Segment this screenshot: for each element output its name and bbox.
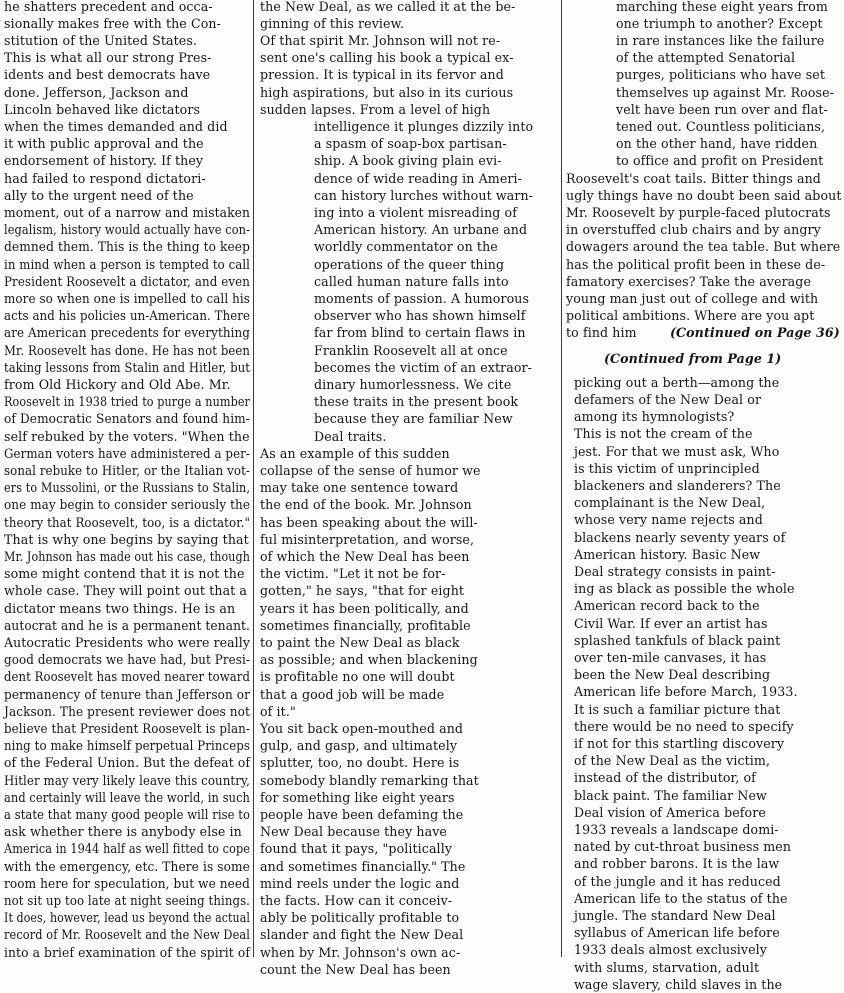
- text-line: self rebuked by the voters. "When the: [4, 428, 250, 444]
- text-line: with the emergency, etc. There is some: [4, 858, 250, 874]
- text-line: of which the New Deal has been: [260, 548, 470, 564]
- text-line: on the other hand, have ridden: [616, 136, 818, 152]
- text-line: ugly things have no doubt been said about: [566, 187, 842, 203]
- text-line: believe that President Roosevelt is plan-: [4, 720, 250, 736]
- text-line: Deal traits.: [314, 428, 387, 444]
- text-line: are American precedents for everything: [4, 325, 251, 341]
- text-line: from Old Hickory and Old Abe. Mr.: [4, 376, 231, 392]
- text-line: America in 1944 half as well fitted to cope: [4, 841, 250, 857]
- text-line: as possible; and when blackening: [260, 652, 478, 668]
- text-line: defamers of the New Deal or: [574, 391, 762, 407]
- text-line: far from blind to certain flaws in: [314, 325, 526, 341]
- text-line: is this victim of unprincipled: [574, 460, 760, 476]
- text-line: young man just out of college and with: [566, 290, 819, 306]
- text-line: splutter, too, no doubt. Here is: [260, 755, 460, 771]
- text-line: dictator means two things. He is an: [4, 600, 236, 616]
- text-line: idents and best democrats have: [4, 67, 211, 83]
- text-line: slander and fight the New Deal: [260, 927, 464, 943]
- text-line: the New Deal, as we called it at the be-: [260, 0, 516, 14]
- text-line: when by Mr. Johnson's own ac-: [260, 944, 461, 960]
- text-line: American record back to the: [574, 598, 760, 614]
- text-line: years it has been politically, and: [260, 600, 469, 616]
- text-line: American history. Basic New: [574, 546, 761, 562]
- text-line: It does, however, lead us beyond the actual: [4, 910, 250, 926]
- text-line: of it.": [260, 703, 296, 719]
- text-line: in rare instances like the failure: [616, 32, 825, 48]
- text-line: wage slavery, child slaves in the: [574, 976, 783, 992]
- text-line: ask whether there is anybody else in: [4, 824, 242, 840]
- text-line: dowagers around the tea table. But where: [566, 239, 841, 255]
- text-line: sonal rebuke to Hitler, or the Italian vot-: [4, 462, 251, 478]
- text-line: has been speaking about the will-: [260, 514, 478, 530]
- text-line: if not for this startling discovery: [574, 735, 785, 751]
- text-line: picking out a berth—among the: [574, 374, 780, 390]
- text-line: somebody blandly remarking that: [260, 772, 479, 788]
- text-line: to paint the New Deal as black: [260, 634, 460, 650]
- text-line: of the Federal Union. But the defeat of: [4, 755, 251, 771]
- text-line: dent Roosevelt has moved nearer toward: [4, 669, 250, 685]
- text-line: room here for speculation, but we need: [4, 875, 250, 891]
- text-line: people have been defaming the: [260, 806, 464, 822]
- text-line: whole case. They will point out that a: [4, 583, 248, 599]
- text-line: acts and his policies un-American. There: [4, 308, 250, 324]
- text-line: famatory exercises? Take the average: [566, 273, 812, 289]
- text-line: taking lessons from Stalin and Hitler, but: [4, 359, 251, 375]
- text-line: of the jungle and it has reduced: [574, 873, 781, 889]
- text-line: Of that spirit Mr. Johnson will not re-: [260, 32, 501, 48]
- text-line: New Deal because they have: [260, 824, 447, 840]
- text-line: dence of wide reading in Ameri-: [314, 170, 522, 186]
- text-line: can history lurches without warn-: [314, 187, 534, 203]
- text-line: worldly commentator on the: [314, 239, 498, 255]
- continued-from-note: (Continued from Page 1): [604, 350, 782, 366]
- text-line: 1933 reveals a landscape domi-: [574, 821, 779, 837]
- text-line: over ten-mile canvases, it has: [574, 649, 767, 665]
- text-line: ning to make himself perpetual Princeps: [4, 738, 250, 754]
- text-line: to find him: [566, 325, 637, 341]
- text-line: sionally makes free with the Con-: [4, 15, 221, 31]
- text-line: high aspirations, but also in its curious: [260, 84, 514, 100]
- text-line: of the attempted Senatorial: [616, 50, 796, 66]
- text-line: intelligence it plunges dizzily into: [314, 118, 534, 134]
- text-line: of the New Deal as the victim,: [574, 753, 771, 769]
- text-line: instead of the distributor, of: [574, 770, 756, 786]
- text-line: ers to Mussolini, or the Russians to Stalin,: [4, 480, 251, 496]
- text-line: Jackson. The present reviewer does not: [4, 703, 251, 719]
- text-line: good democrats we have had, but Presi-: [4, 652, 250, 668]
- text-line: ship. A book giving plain evi-: [314, 153, 502, 169]
- text-line: This is what all our strong Pres-: [4, 50, 212, 66]
- text-line: political ambitions. Where are you apt: [566, 308, 815, 324]
- text-line: tened out. Countless politicians,: [616, 118, 826, 134]
- text-line: and robber barons. It is the law: [574, 856, 780, 872]
- text-line: autocrat and he is a permanent tenant.: [4, 617, 250, 633]
- text-line: it with public approval and the: [4, 136, 204, 152]
- text-line: marching these eight years from: [616, 0, 828, 14]
- text-line: not sit up too late at night seeing things.: [4, 892, 251, 908]
- text-line: one may begin to consider seriously the: [4, 497, 251, 513]
- text-line: themselves up against Mr. Roose-: [616, 84, 835, 100]
- text-line: into a brief examination of the spirit of: [4, 944, 251, 960]
- text-line: a state that many good people will rise to: [4, 806, 251, 822]
- continued-on-note: (Continued on Page 36): [670, 325, 840, 341]
- text-line: is profitable no one will doubt: [260, 669, 455, 685]
- text-line: sent one's calling his book a typical ex-: [260, 50, 514, 66]
- text-line: moment, out of a narrow and mistaken: [4, 204, 250, 220]
- text-line: ally to the urgent need of the: [4, 187, 194, 203]
- text-line: Franklin Roosevelt all at once: [314, 342, 508, 358]
- text-line: Hitler may very likely leave this country,: [4, 772, 250, 788]
- text-line: becomes the victim of an extraor-: [314, 359, 533, 375]
- text-line: ably be politically profitable to: [260, 910, 460, 926]
- text-line: American life to the status of the: [574, 890, 788, 906]
- text-line: black paint. The familiar New: [574, 787, 767, 803]
- text-line: American history. An urbane and: [314, 222, 528, 238]
- text-line: of Democratic Senators and found him-: [4, 411, 251, 427]
- text-line: among its hymnologists?: [574, 409, 735, 425]
- text-line: legalism, history would actually have con-: [4, 222, 251, 238]
- text-line: 1933 deals almost exclusively: [574, 942, 768, 958]
- text-line: observer who has shown himself: [314, 308, 526, 324]
- text-line: more so when one is impelled to call his: [4, 290, 251, 306]
- text-line: It is such a familiar picture that: [574, 701, 781, 717]
- text-line: to office and profit on President: [616, 153, 824, 169]
- text-line: Lincoln behaved like dictators: [4, 101, 201, 117]
- text-line: dinary humorlessness. We cite: [314, 376, 512, 392]
- text-line: ful misinterpretation, and worse,: [260, 531, 475, 547]
- text-line: American life before March, 1933.: [574, 684, 798, 700]
- text-line: has the political profit been in these de-: [566, 256, 826, 272]
- text-line: the victim. "Let it not be for-: [260, 566, 446, 582]
- text-line: President Roosevelt a dictator, and even: [4, 273, 251, 289]
- text-line: demned them. This is the thing to keep: [4, 239, 251, 255]
- text-line: permanency of tenure than Jefferson or: [4, 686, 251, 702]
- text-line: for something like eight years: [260, 789, 455, 805]
- text-line: This is not the cream of the: [574, 426, 753, 442]
- text-line: the facts. How can it conceiv-: [260, 892, 453, 908]
- text-line: Autocratic Presidents who were really: [4, 634, 250, 650]
- text-line: That is why one begins by saying that: [4, 531, 249, 547]
- text-line: blackeners and slanderers? The: [574, 477, 781, 493]
- text-line: in overstuffed club chairs and by angry: [566, 222, 821, 238]
- text-line: called human nature falls into: [314, 273, 509, 289]
- text-line: the end of the book. Mr. Johnson: [260, 497, 472, 513]
- text-line: stitution of the United States.: [4, 32, 197, 48]
- text-line: moments of passion. A humorous: [314, 290, 530, 306]
- text-line: one triumph to another? Except: [616, 15, 823, 31]
- text-line: ginning of this review.: [260, 15, 405, 31]
- text-line: complainant is the New Deal,: [574, 495, 766, 511]
- text-line: mind reels under the logic and: [260, 875, 460, 891]
- text-line: operations of the queer thing: [314, 256, 505, 272]
- text-line: Deal strategy consists in paint-: [574, 563, 776, 579]
- text-line: found that it pays, "politically: [260, 841, 453, 857]
- text-line: Mr. Johnson has made out his case, though: [4, 548, 250, 564]
- text-line: Deal vision of America before: [574, 804, 766, 820]
- text-line: whose very name rejects and: [574, 512, 763, 528]
- text-line: jungle. The standard New Deal: [574, 907, 776, 923]
- text-line: purges, politicians who have set: [616, 67, 825, 83]
- text-line: ing as black as possible the whole: [574, 581, 795, 597]
- text-line: sometimes financially, profitable: [260, 617, 471, 633]
- text-line: nated by cut-throat business men: [574, 839, 792, 855]
- text-line: Civil War. If ever an artist has: [574, 615, 768, 631]
- text-line: there would be no need to specify: [574, 718, 794, 734]
- text-line: jest. For that we must ask, Who: [574, 443, 780, 459]
- text-line: velt have been run over and flat-: [616, 101, 828, 117]
- text-line: German voters have administered a per-: [4, 445, 250, 461]
- text-line: blackens nearly seventy years of: [574, 529, 786, 545]
- text-line: had failed to respond dictatori-: [4, 170, 206, 186]
- text-line: As an example of this sudden: [260, 445, 450, 461]
- text-line: been the New Deal describing: [574, 667, 771, 683]
- text-line: pression. It is typical in its fervor and: [260, 67, 504, 83]
- text-line: done. Jefferson, Jackson and: [4, 84, 189, 100]
- text-line: Roosevelt's coat tails. Bitter things and: [566, 170, 821, 186]
- text-line: theory that Roosevelt, too, is a dictator.": [4, 514, 250, 530]
- text-line: and sometimes financially." The: [260, 858, 466, 874]
- text-line: syllabus of American life before: [574, 925, 780, 941]
- text-line: splashed tankfuls of black paint: [574, 632, 781, 648]
- text-line: with slums, starvation, adult: [574, 959, 760, 975]
- text-line: some might contend that it is not the: [4, 566, 245, 582]
- text-line: these traits in the present book: [314, 394, 519, 410]
- text-line: Roosevelt in 1938 tried to purge a number: [4, 394, 251, 410]
- text-line: collapse of the sense of humor we: [260, 462, 481, 478]
- text-line: You sit back open-mouthed and: [260, 720, 464, 736]
- text-line: he shatters precedent and occa-: [4, 0, 213, 14]
- text-line: gulp, and gasp, and ultimately: [260, 738, 458, 754]
- text-line: and certainly will leave the world, in such: [4, 789, 250, 805]
- text-line: Mr. Roosevelt has done. He has not been: [4, 342, 251, 358]
- text-line: endorsement of history. If they: [4, 153, 204, 169]
- text-line: gotten," he says, "that for eight: [260, 583, 465, 599]
- text-line: count the New Deal has been: [260, 961, 451, 977]
- text-line: when the times demanded and did: [4, 118, 228, 134]
- text-line: sudden lapses. From a level of high: [260, 101, 491, 117]
- text-line: in mind when a person is tempted to call: [4, 256, 251, 272]
- text-line: record of Mr. Roosevelt and the New Deal: [4, 927, 251, 943]
- text-line: may take one sentence toward: [260, 480, 459, 496]
- text-line: a spasm of soap-box partisan-: [314, 136, 507, 152]
- text-line: ing into a violent misreading of: [314, 204, 518, 220]
- text-line: because they are familiar New: [314, 411, 513, 427]
- text-line: Mr. Roosevelt by purple-faced plutocrats: [566, 204, 831, 220]
- text-line: that a good job will be made: [260, 686, 445, 702]
